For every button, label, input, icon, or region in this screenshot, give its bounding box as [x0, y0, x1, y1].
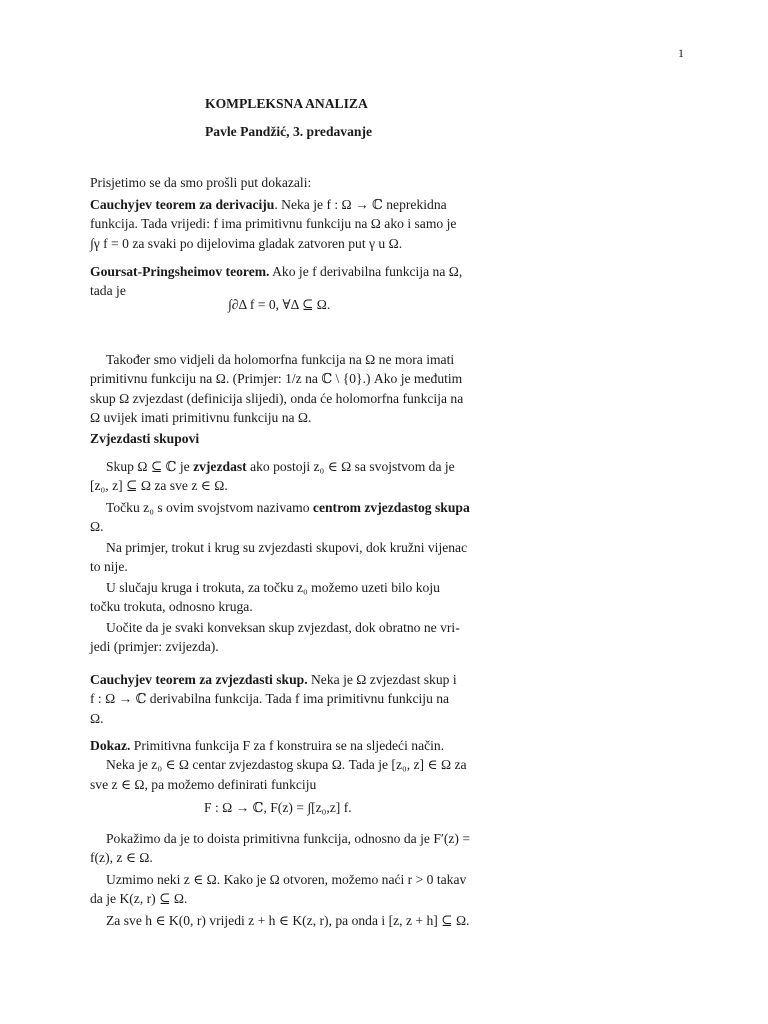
proof-line: da je K(z, r) ⊆ Ω. — [90, 891, 188, 907]
proof-line — [90, 736, 482, 755]
example-paragraph — [90, 618, 482, 657]
definition-line — [90, 457, 482, 476]
definition-text: Točku z₀ s ovim svojstvom nazivamo — [106, 500, 313, 515]
proof-line: Neka je z₀ ∈ Ω centar zvjezdastog skupa Ω. Tada je [z₀, z] ∈ Ω za — [106, 757, 467, 773]
paragraph-line: to nije. — [90, 559, 128, 575]
proof-line: Pokažimo da je to doista primitivna funkcija, odnosno da je F′(z) = — [106, 831, 471, 846]
theorem-line — [90, 670, 482, 689]
definition-line — [90, 498, 482, 517]
defined-term: centrom zvjezdastog skupa — [312, 500, 470, 515]
paragraph-line: Ω uvijek imati primitivnu funkciju na Ω. — [90, 410, 312, 426]
theorem-line — [90, 262, 482, 281]
paragraph-line: jedi (primjer: zvijezda). — [90, 639, 219, 655]
proof-text: Primitivna funkcija F za f konstruira se na sljedeći način. — [130, 738, 445, 753]
definition-line: [z₀, z] ⊆ Ω za sve z ∈ Ω. — [90, 478, 228, 494]
defined-term: zvjezdast — [193, 459, 247, 474]
theorem-line: ∫γ f = 0 za svaki po dijelovima gladak zatvoren put γ u Ω. — [90, 235, 403, 251]
holomorphic-paragraph — [90, 350, 482, 428]
paragraph-line: Uočite da je svaki konveksan skup zvjezdast, dok obratno ne vri- — [106, 620, 460, 635]
proof-block — [90, 736, 482, 794]
theorem-text: . Neka je f : Ω → ℂ neprekidna — [274, 197, 447, 212]
intro-text: Prisjetimo se da smo prošli put dokazali: — [90, 175, 312, 190]
paragraph-line: skup Ω zvjezdast (definicija slijedi), onda će holomorfna funkcija na — [90, 390, 464, 406]
section-heading: Zvjezdasti skupovi — [90, 431, 200, 446]
goursat-equation: ∫∂Δ f = 0, ∀Δ ⊆ Ω. — [228, 297, 331, 312]
proof-paragraph — [90, 911, 490, 930]
proof-line: Za sve h ∈ K(0, r) vrijedi z + h ∈ K(z, r), pa onda i [z, z + h] ⊆ Ω. — [106, 913, 470, 928]
theorem-line: f : Ω → ℂ derivabilna funkcija. Tada f ima primitivnu funkciju na — [90, 691, 450, 707]
definition-text: Skup Ω ⊆ ℂ je — [106, 459, 194, 474]
theorem-cauchy-star — [90, 670, 482, 728]
proof-label: Dokaz. — [90, 738, 131, 753]
proof-line: f(z), z ∈ Ω. — [90, 850, 153, 866]
document-title: KOMPLEKSNA ANALIZA — [205, 96, 368, 111]
definition-line: Ω. — [90, 519, 104, 535]
theorem-name: Cauchyjev teorem za zvjezdasti skup. — [90, 672, 308, 687]
theorem-text: Ako je f derivabilna funkcija na Ω, — [269, 264, 463, 279]
example-paragraph — [90, 578, 482, 617]
theorem-line: tada je — [90, 283, 126, 299]
proof-line: Uzmimo neki z ∈ Ω. Kako je Ω otvoren, možemo naći r > 0 takav — [106, 872, 467, 887]
theorem-cauchy-derivation — [90, 195, 482, 253]
theorem-text: Neka je Ω zvjezdast skup i — [307, 672, 457, 687]
theorem-line: funkcija. Tada vrijedi: f ima primitivnu funkciju na Ω ako i samo je — [90, 216, 457, 232]
document-subtitle: Pavle Pandžić, 3. predavanje — [205, 124, 373, 139]
paragraph-line: Također smo vidjeli da holomorfna funkcija na Ω ne mora imati — [106, 352, 455, 367]
star-definition — [90, 457, 482, 496]
page-number: 1 — [678, 46, 684, 60]
paragraph-line: Na primjer, trokut i krug su zvjezdasti skupovi, dok kružni vijenac — [106, 540, 468, 555]
paragraph-line: U slučaju kruga i trokuta, za točku z₀ možemo uzeti bilo koju — [106, 580, 440, 595]
proof-paragraph — [90, 829, 482, 868]
primitive-equation: F : Ω → ℂ, F(z) = ∫[z₀,z] f. — [204, 800, 352, 815]
theorem-line: Ω. — [90, 710, 104, 726]
definition-text: ako postoji z₀ ∈ Ω sa svojstvom da je — [246, 459, 455, 474]
paragraph-line: primitivnu funkciju na Ω. (Primjer: 1/z na ℂ \ {0}.) Ako je međutim — [90, 371, 463, 387]
proof-paragraph — [90, 870, 482, 909]
centre-definition — [90, 498, 482, 537]
theorem-name: Cauchyjev teorem za derivaciju — [90, 197, 275, 212]
paragraph-line: točku trokuta, odnosno kruga. — [90, 599, 253, 615]
theorem-name: Goursat-Pringsheimov teorem. — [90, 264, 270, 279]
proof-line: sve z ∈ Ω, pa možemo definirati funkciju — [90, 776, 317, 792]
example-paragraph — [90, 538, 482, 577]
theorem-line — [90, 195, 482, 214]
